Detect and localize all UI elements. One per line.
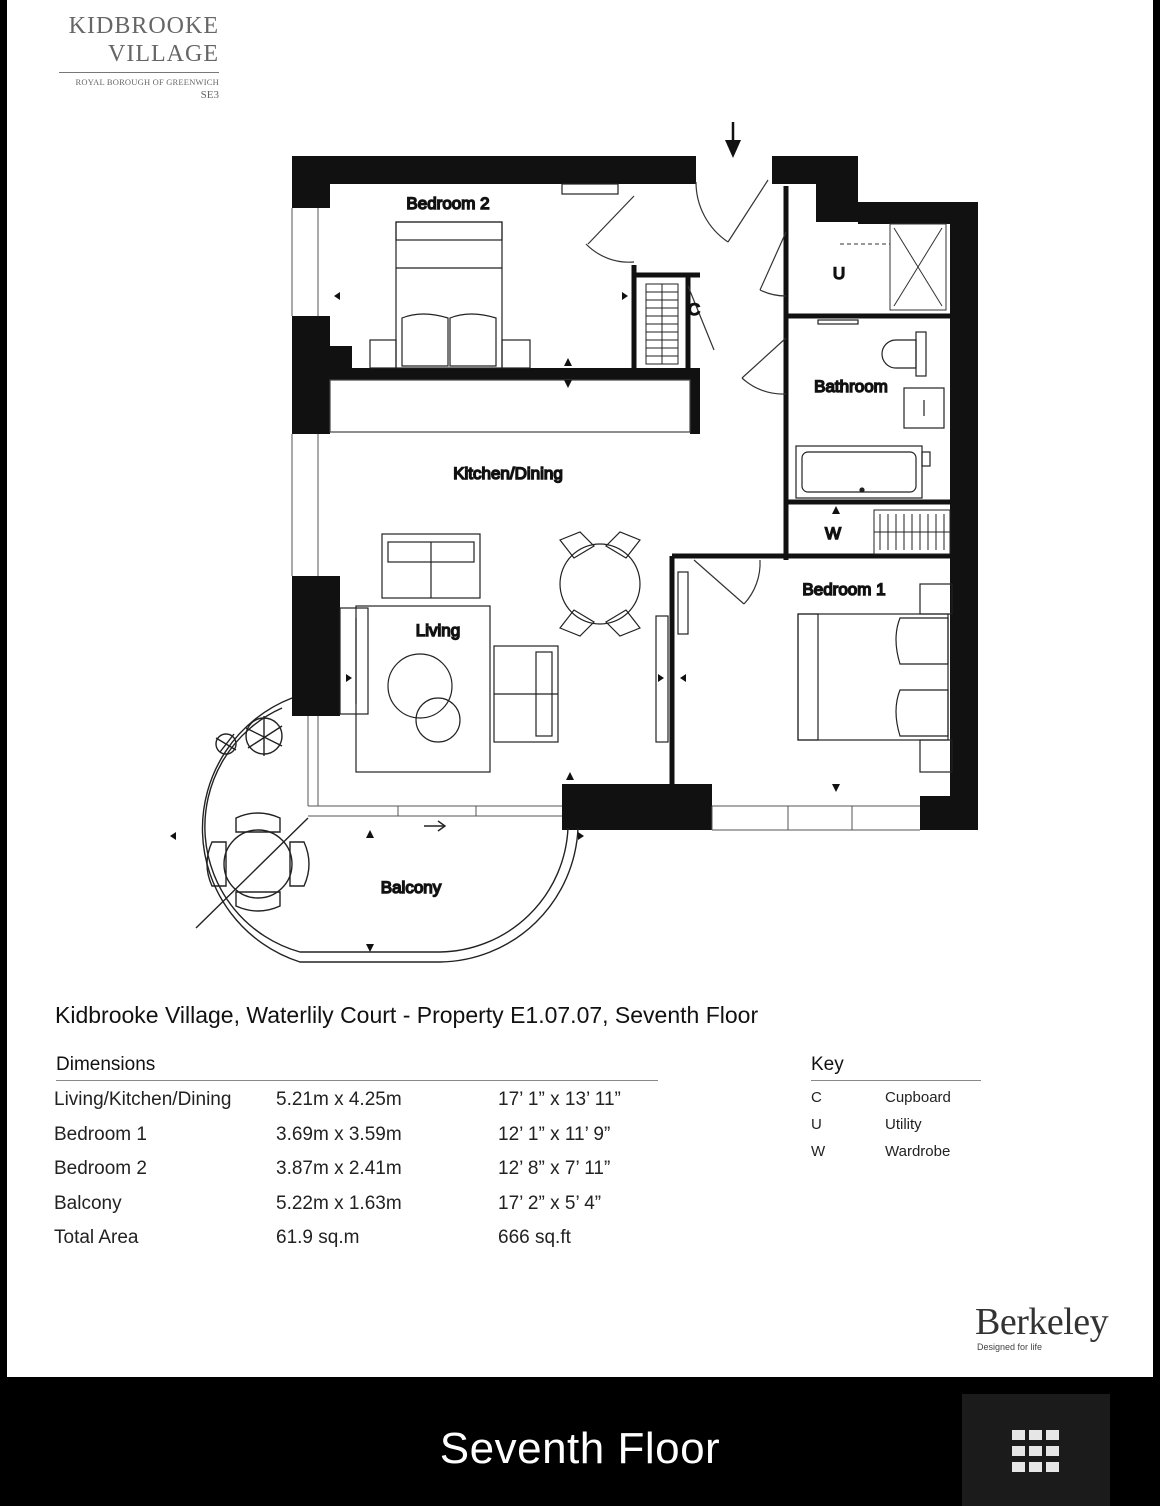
key-code: C xyxy=(811,1089,822,1106)
balcony-outline xyxy=(196,698,578,962)
list-item xyxy=(811,1138,951,1165)
dimension-metric: 3.87m x 2.41m xyxy=(276,1158,402,1180)
list-item xyxy=(811,1084,951,1111)
room-label-wardrobe: W xyxy=(824,524,842,543)
room-label-cupboard: C xyxy=(687,300,701,319)
dimensions-table xyxy=(54,1083,621,1256)
room-label-bathroom: Bathroom xyxy=(814,377,888,396)
dimension-imperial: 12’ 8” x 7’ 11” xyxy=(498,1158,611,1180)
interior-walls xyxy=(634,186,950,790)
utility-shower xyxy=(840,224,946,310)
table-row xyxy=(54,1187,621,1222)
brand-tagline: Designed for life xyxy=(977,1342,1043,1352)
table-row xyxy=(54,1152,621,1187)
dimension-markers xyxy=(170,292,840,952)
table-row xyxy=(54,1083,621,1118)
bedroom-1-bed xyxy=(798,584,952,772)
room-label-living: Living xyxy=(415,621,461,640)
dimension-room: Balcony xyxy=(54,1192,122,1214)
grid-view-button[interactable] xyxy=(962,1394,1110,1506)
dimension-metric: 5.22m x 1.63m xyxy=(276,1192,402,1214)
dimension-room: Bedroom 2 xyxy=(54,1158,147,1180)
brand-name: Berkeley xyxy=(975,1301,1109,1343)
key-label: Cupboard xyxy=(885,1089,951,1106)
logo-line-1: KIDBROOKE xyxy=(68,13,219,39)
floorplan-sheet xyxy=(7,0,1153,1377)
room-label-utility: U xyxy=(832,264,846,283)
key-code: U xyxy=(811,1116,822,1133)
dimension-room: Bedroom 1 xyxy=(54,1123,147,1145)
key-rule xyxy=(811,1080,981,1081)
dimension-metric: 3.69m x 3.59m xyxy=(276,1123,402,1145)
property-title: Kidbrooke Village, Waterlily Court - Property E1.07.07, Seventh Floor xyxy=(55,1002,759,1028)
dimension-imperial: 17’ 2” x 5’ 4” xyxy=(498,1192,602,1214)
door-swings xyxy=(586,180,786,604)
key-label: Wardrobe xyxy=(885,1143,951,1160)
key-list xyxy=(811,1084,951,1165)
room-label-bedroom-2: Bedroom 2 xyxy=(406,194,490,213)
floor-caption: Seventh Floor xyxy=(439,1424,721,1473)
logo-line-2: VILLAGE xyxy=(108,41,219,67)
room-label-bedroom-1: Bedroom 1 xyxy=(802,580,886,599)
dimension-imperial: 12’ 1” x 11’ 9” xyxy=(498,1123,611,1145)
cupboard-rails xyxy=(646,284,678,364)
logo-line-3: ROYAL BOROUGH OF GREENWICH xyxy=(75,77,219,87)
room-label-kitchen-dining: Kitchen/Dining xyxy=(453,464,563,483)
wardrobe-rails xyxy=(874,510,950,554)
bathroom-fixtures xyxy=(796,320,944,498)
key-heading: Key xyxy=(811,1054,844,1075)
key-code: W xyxy=(811,1143,826,1160)
entrance-arrow-icon xyxy=(725,122,741,158)
berkeley-logo xyxy=(975,1302,1108,1352)
dimension-metric: 5.21m x 4.25m xyxy=(276,1089,402,1111)
exterior-walls xyxy=(292,156,978,830)
list-item xyxy=(811,1111,951,1138)
dimension-room: Living/Kitchen/Dining xyxy=(54,1089,232,1111)
dimension-imperial: 666 sq.ft xyxy=(498,1227,571,1249)
dimensions-heading: Dimensions xyxy=(56,1054,156,1075)
floor-plan-diagram xyxy=(7,0,1153,1000)
dimension-imperial: 17’ 1” x 13’ 11” xyxy=(498,1089,621,1111)
table-row xyxy=(54,1221,621,1256)
key-label: Utility xyxy=(885,1116,922,1133)
living-furniture xyxy=(330,380,690,772)
windows xyxy=(292,208,920,830)
table-row xyxy=(54,1118,621,1153)
room-label-balcony: Balcony xyxy=(380,878,442,897)
dimension-metric: 61.9 sq.m xyxy=(276,1227,360,1249)
dimension-room: Total Area xyxy=(54,1227,139,1249)
dimensions-rule xyxy=(56,1080,658,1081)
logo-line-4: SE3 xyxy=(200,89,219,101)
